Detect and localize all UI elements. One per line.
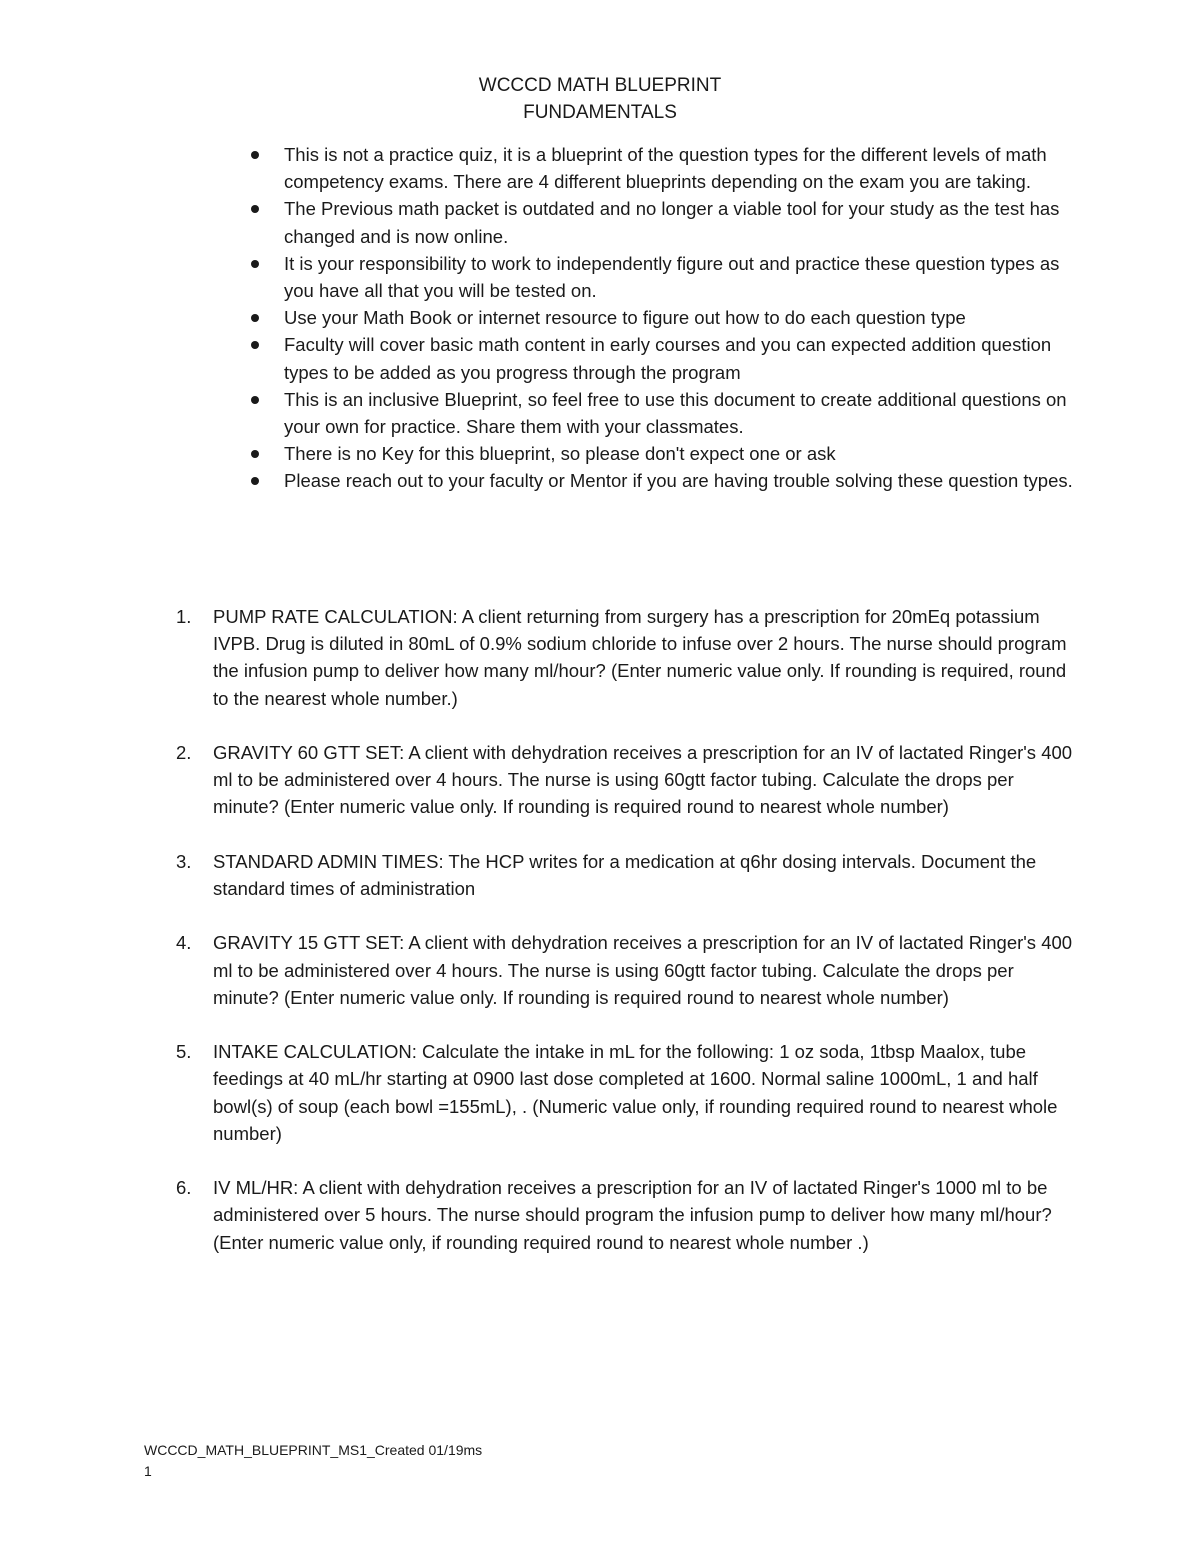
question-text: IV ML/HR: A client with dehydration receives a prescription for an IV of lactated Ringer's 1000 ml to be administered over 5 hours. The nurse should program the infusion pump to deliver how many ml/hour? (Enter numeric value only, if rounding required round to nearest whole number .): [213, 1177, 1052, 1253]
bullet-icon: [251, 205, 259, 213]
document-title: WCCCD MATH BLUEPRINT: [478, 75, 722, 96]
list-item: [250, 467, 1080, 494]
question-list: [176, 603, 1076, 1283]
bullet-text: This is not a practice quiz, it is a blueprint of the question types for the different levels of math competency exams. There are 4 different blueprints depending on the exam you are taking.: [284, 144, 1047, 193]
question-text: GRAVITY 60 GTT SET: A client with dehydration receives a prescription for an IV of lactated Ringer's 400 ml to be administered over 4 hours. The nurse is using 60gtt factor tubing. Calculate the drops per minute? (Enter numeric value only. If rounding is required round to nearest whole number): [213, 742, 1073, 818]
question-item: [176, 848, 1076, 902]
question-text: GRAVITY 15 GTT SET: A client with dehydration receives a prescription for an IV of lactated Ringer's 400 ml to be administered over 4 hours. The nurse is using 60gtt factor tubing. Calculate the drops per minute? (Enter numeric value only. If rounding is required round to nearest whole number): [213, 932, 1073, 1008]
footer-document-id: WCCCD_MATH_BLUEPRINT_MS1_Created 01/19ms: [144, 1442, 483, 1458]
bullet-icon: [251, 151, 259, 159]
list-item: [250, 250, 1080, 304]
question-number: 6.: [176, 1177, 192, 1199]
bullet-text: It is your responsibility to work to independently figure out and practice these question types as you have all that you will be tested on.: [284, 252, 1060, 302]
question-text: INTAKE CALCULATION: Calculate the intake in mL for the following: 1 oz soda, 1tbsp Maalox, tube feedings at 40 mL/hr starting at 0900 last dose completed at 1600. Normal saline 1000mL, 1 and half bowl(s) of soup (each bowl =155mL), . (Numeric value only, if rounding required round to nearest whole number): [213, 1041, 1058, 1144]
question-number: 1.: [176, 606, 192, 627]
bullet-icon: [251, 260, 259, 268]
list-item: [250, 304, 1080, 331]
bullet-text: Faculty will cover basic math content in early courses and you can expected addition question types to be added as you progress through the program: [284, 334, 1052, 383]
document-subtitle: FUNDAMENTALS: [523, 102, 677, 123]
question-number: 2.: [176, 742, 192, 763]
question-item: [176, 1038, 1076, 1147]
bullet-icon: [251, 477, 259, 485]
list-item: [250, 141, 1080, 195]
question-number: 3.: [176, 850, 192, 872]
list-item: [250, 440, 1080, 467]
question-text: STANDARD ADMIN TIMES: The HCP writes for a medication at q6hr dosing intervals. Document the standard times of administration: [213, 850, 1037, 899]
bullet-icon: [251, 314, 259, 322]
question-item: [176, 739, 1076, 821]
list-item: [250, 386, 1080, 440]
bullet-text: There is no Key for this blueprint, so please don't expect one or ask: [284, 443, 836, 465]
bullet-icon: [251, 341, 259, 349]
list-item: [250, 195, 1080, 249]
list-item: [250, 331, 1080, 385]
question-item: [176, 1174, 1076, 1256]
bullet-icon: [251, 450, 259, 458]
bullet-text: Use your Math Book or internet resource to figure out how to do each question type: [284, 307, 966, 329]
question-item: [176, 929, 1076, 1011]
question-number: 5.: [176, 1041, 192, 1063]
bullet-icon: [251, 396, 259, 404]
question-text: PUMP RATE CALCULATION: A client returning from surgery has a prescription for 20mEq potassium IVPB. Drug is diluted in 80mL of 0.9% sodium chloride to infuse over 2 hours. The nurse should program the infusion pump to deliver how many ml/hour? (Enter numeric value only. If rounding is required, round to the nearest whole number.): [213, 606, 1067, 709]
bullet-text: The Previous math packet is outdated and no longer a viable tool for your study as the test has changed and is now online.: [284, 198, 1060, 247]
instructions-list: [250, 141, 1080, 495]
question-number: 4.: [176, 932, 192, 954]
bullet-text: This is an inclusive Blueprint, so feel free to use this document to create additional questions on your own for practice. Share them with your classmates.: [284, 388, 1067, 438]
question-item: [176, 603, 1076, 712]
footer-page-number: 1: [144, 1463, 152, 1479]
bullet-text: Please reach out to your faculty or Mentor if you are having trouble solving these question types.: [284, 470, 1073, 492]
